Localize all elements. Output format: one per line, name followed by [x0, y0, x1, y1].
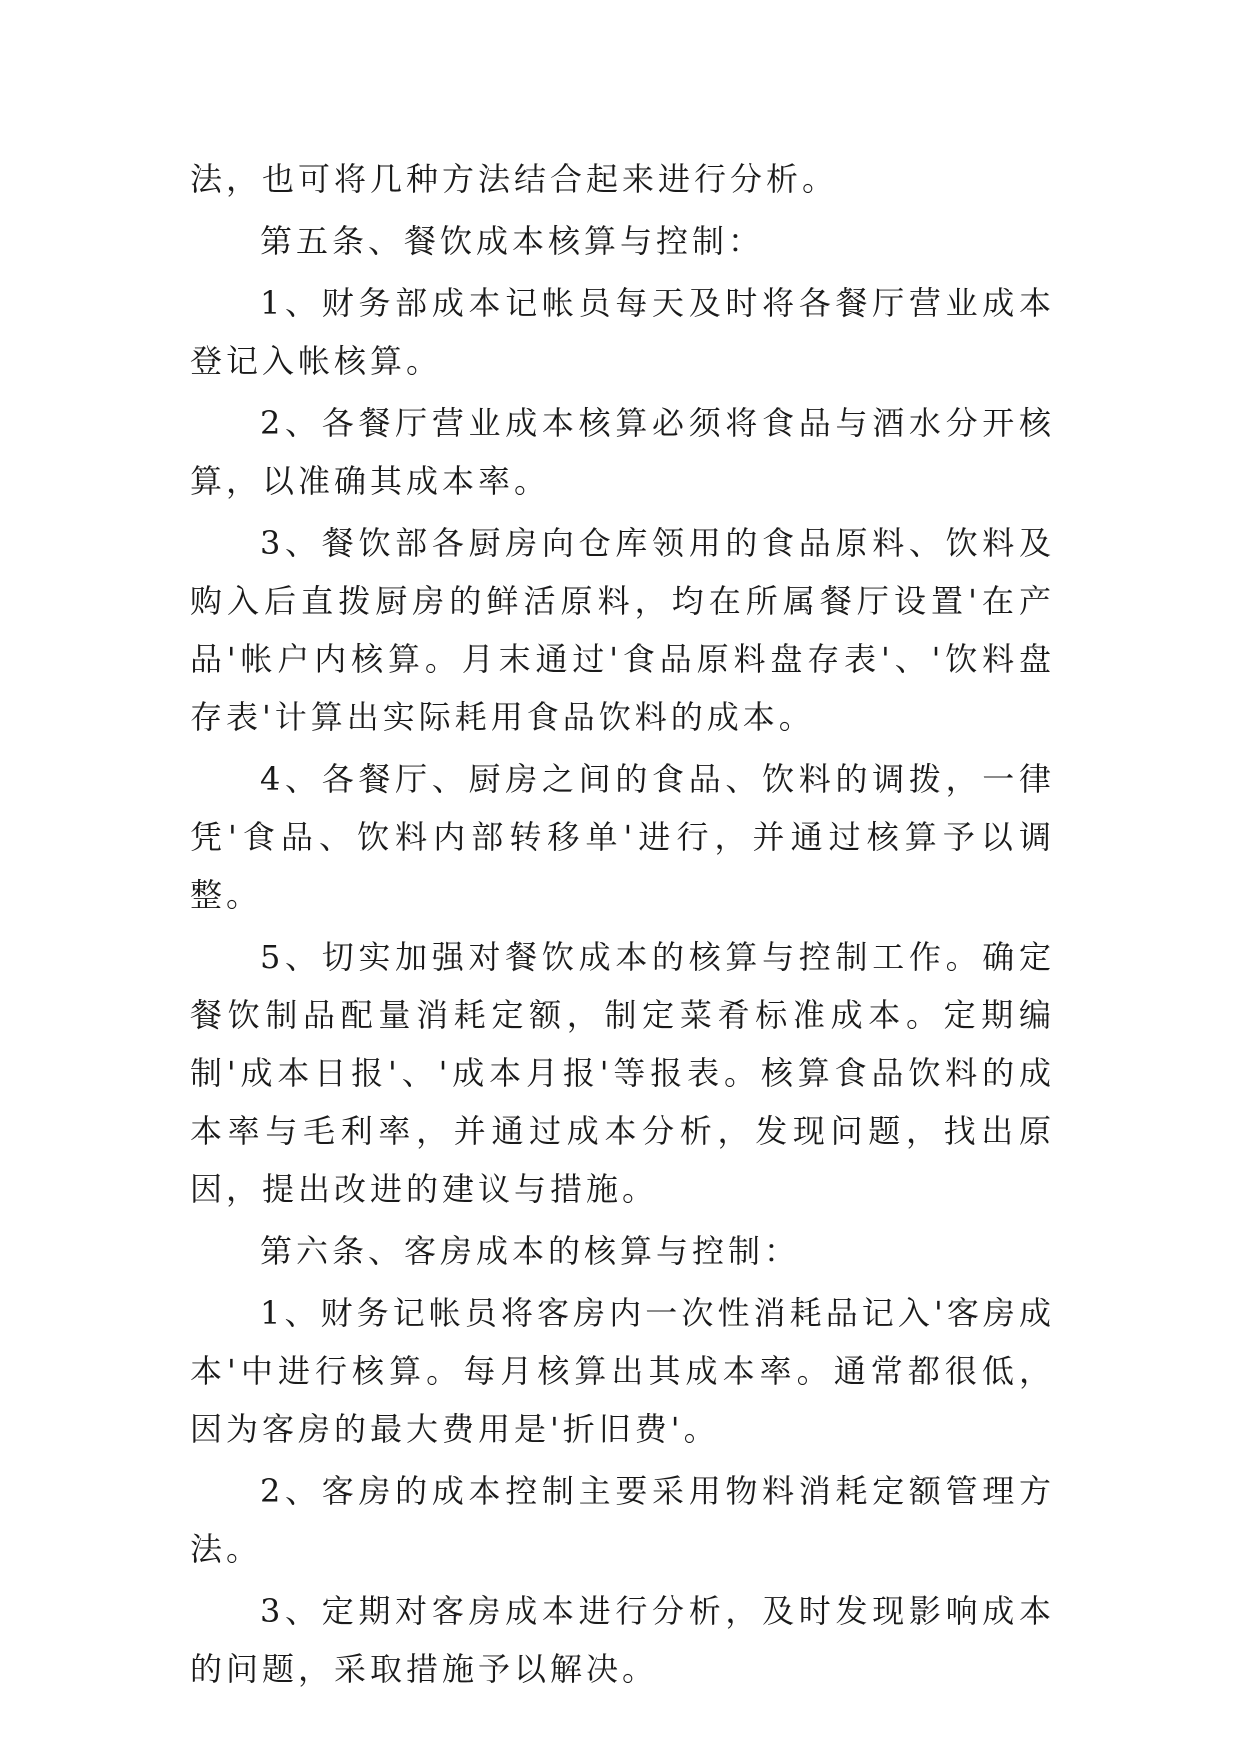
paragraph-item-5-2: 2、各餐厅营业成本核算必须将食品与酒水分开核算，以准确其成本率。	[190, 404, 1055, 500]
paragraph-item-6-1: 1、财务记帐员将客房内一次性消耗品记入'客房成本'中进行核算。每月核算出其成本率。通常都很低，因为客房的最大费用是'折旧费'。	[190, 1294, 1055, 1448]
section-heading-article-5: 第五条、餐饮成本核算与控制：	[260, 222, 765, 260]
paragraph-item-5-4: 4、各餐厅、厨房之间的食品、饮料的调拨，一律凭'食品、饮料内部转移单'进行，并通过核算予以调整。	[190, 760, 1055, 914]
section-heading-article-6: 第六条、客房成本的核算与控制：	[260, 1232, 801, 1270]
paragraph-item-5-3: 3、餐饮部各厨房向仓库领用的食品原料、饮料及购入后直拨厨房的鲜活原料，均在所属餐厅设置'在产品'帐户内核算。月末通过'食品原料盘存表'、'饮料盘存表'计算出实际耗用食品饮料的成本。	[190, 524, 1055, 736]
document-body	[190, 150, 1055, 1702]
paragraph-continuation: 法，也可将几种方法结合起来进行分析。	[190, 160, 839, 198]
paragraph-item-5-1: 1、财务部成本记帐员每天及时将各餐厅营业成本登记入帐核算。	[190, 284, 1055, 380]
paragraph-item-6-2: 2、客房的成本控制主要采用物料消耗定额管理方法。	[190, 1472, 1055, 1568]
paragraph-item-6-3: 3、定期对客房成本进行分析，及时发现影响成本的问题，采取措施予以解决。	[190, 1592, 1055, 1688]
paragraph-item-5-5: 5、切实加强对餐饮成本的核算与控制工作。确定餐饮制品配量消耗定额，制定菜肴标准成本。定期编制'成本日报'、'成本月报'等报表。核算食品饮料的成本率与毛利率，并通过成本分析，发现问题，找出原因，提出改进的建议与措施。	[190, 938, 1055, 1208]
